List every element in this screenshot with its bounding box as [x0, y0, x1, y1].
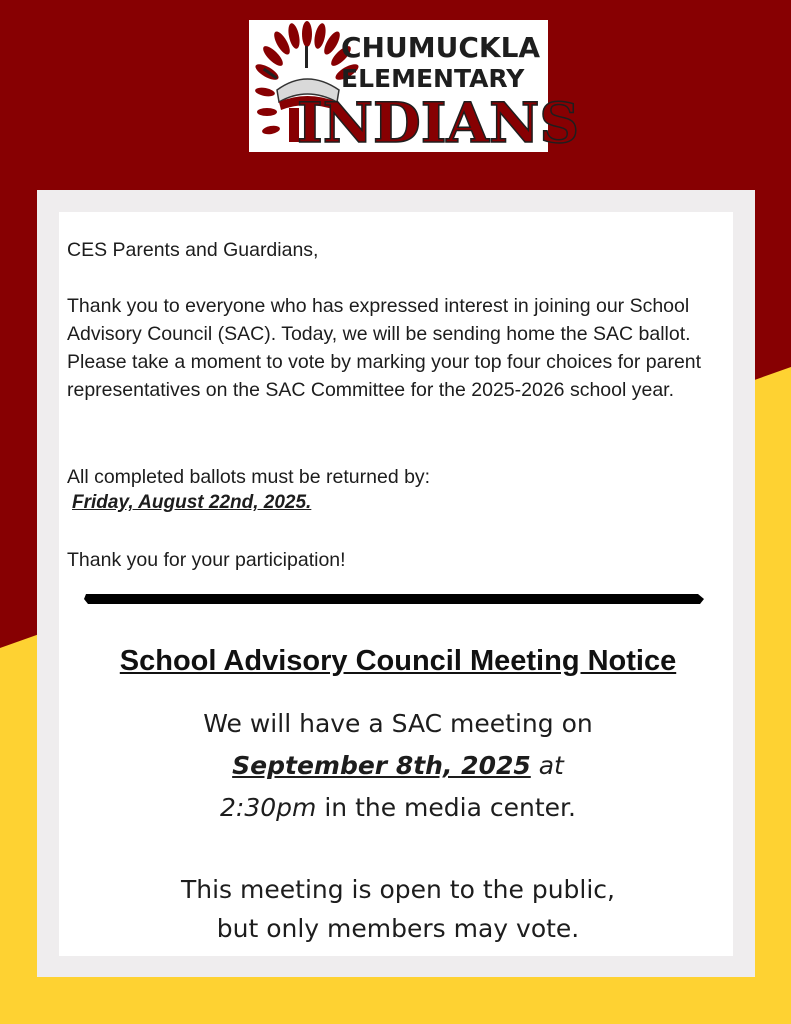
- section-divider: [84, 592, 708, 606]
- logo-line-elementary: ELEMENTARY: [341, 64, 525, 93]
- meeting-line-1: We will have a SAC meeting on: [203, 709, 593, 738]
- meeting-time: 2:30pm: [220, 793, 317, 822]
- letter-paragraph: Thank you to everyone who has expressed interest in joining our School Advisory Council (SAC). Today, we will be sending home the SAC ballot. Please take a moment to vote by marking your top four choices for parent representatives on the SAC Committee for the 2025-2026 school year.: [67, 295, 702, 401]
- meeting-at: at: [538, 751, 564, 780]
- deadline-date: Friday, August 22nd, 2025.: [72, 492, 312, 513]
- meeting-line-3: [59, 787, 737, 828]
- logo-line-indians: INDIANS: [297, 90, 580, 155]
- meeting-location: in the media center.: [324, 793, 576, 822]
- meeting-line-2: [59, 745, 737, 786]
- letter-greeting: CES Parents and Guardians,: [67, 239, 319, 261]
- public-line-1: This meeting is open to the public,: [181, 875, 615, 904]
- deadline-intro: All completed ballots must be returned by:: [67, 466, 431, 488]
- logo-line-chumuckla: CHUMUCKLA: [341, 31, 541, 64]
- school-logo: [249, 20, 580, 155]
- meeting-date: September 8th, 2025: [232, 751, 531, 780]
- notice-heading: School Advisory Council Meeting Notice: [119, 645, 677, 677]
- public-line-2: but only members may vote.: [216, 914, 580, 943]
- letter-thanks: Thank you for your participation!: [67, 549, 346, 571]
